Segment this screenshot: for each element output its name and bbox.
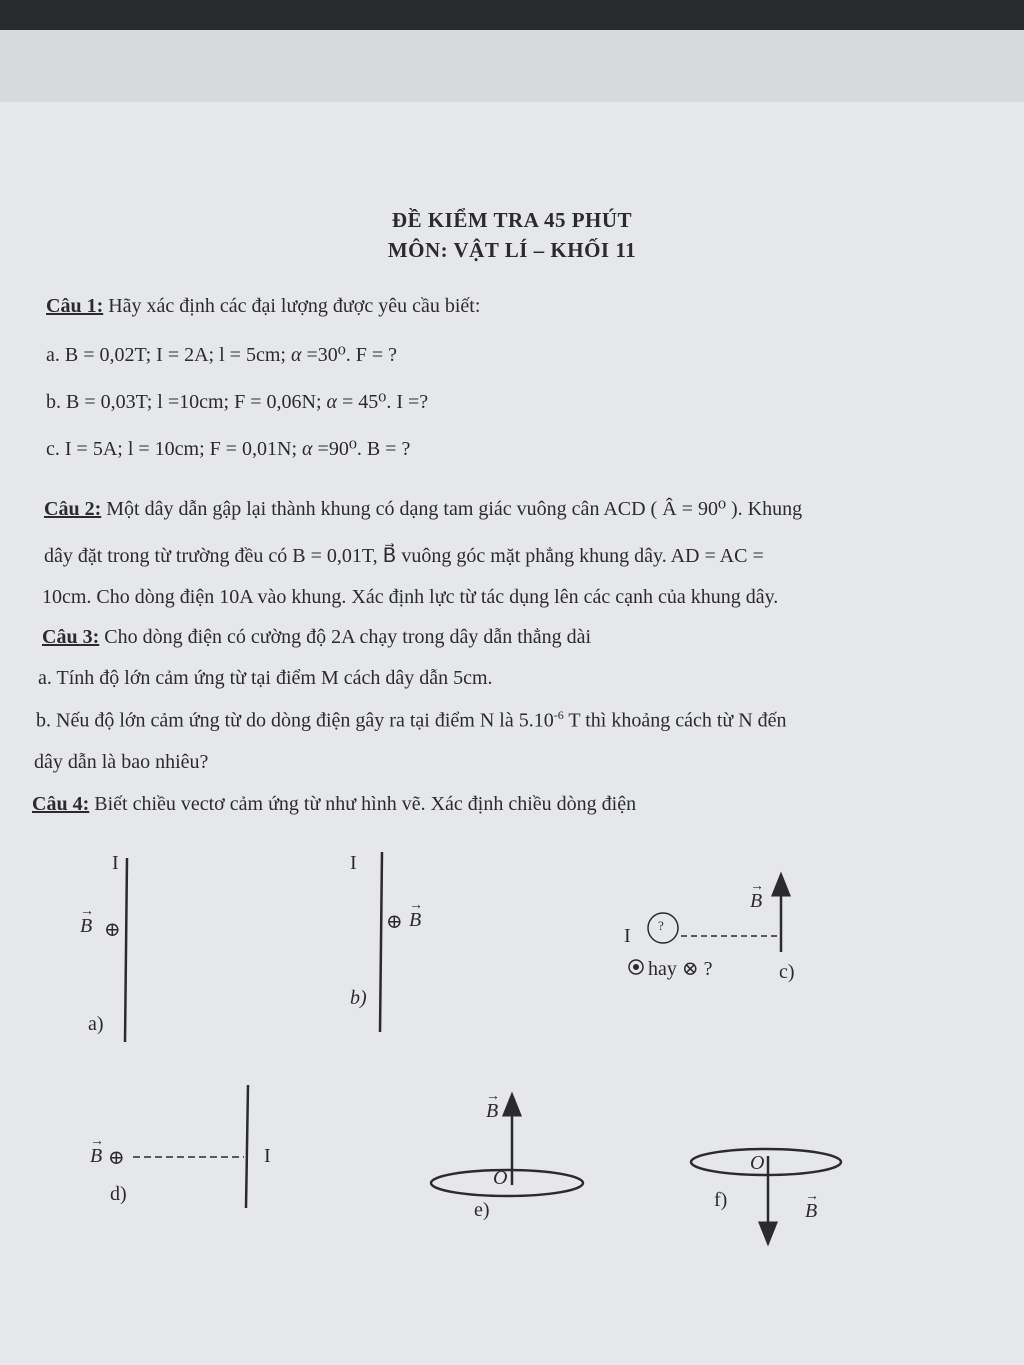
- figure-f-label: f): [714, 1189, 728, 1211]
- figure-f-loop: [691, 1149, 841, 1175]
- question-1b-given: b. B = 0,03T; l =10cm; F = 0,06N;: [46, 391, 327, 413]
- cross-in-icon: ⊕: [108, 1147, 125, 1169]
- question-3a: a. Tính độ lớn cảm ứng từ tại điểm M cách dây dẫn 5cm.: [38, 667, 493, 689]
- vector-arrow-icon: →: [750, 879, 764, 894]
- figure-e-b-label: B: [486, 1100, 499, 1122]
- vector-arrow-icon: →: [80, 904, 94, 919]
- question-3b-text: b. Nếu độ lớn cảm ứng từ do dòng điện gây ra tại điểm N là 5.10: [36, 709, 554, 732]
- figure-d-b-label: B: [90, 1145, 103, 1167]
- question-2-label: Câu 2:: [44, 498, 102, 520]
- question-1b-unknown: = 45⁰. I =?: [337, 391, 429, 413]
- figure-a-wire: [125, 858, 127, 1042]
- cross-in-icon: ⊕: [386, 911, 403, 933]
- figure-a-current-label: I: [112, 852, 119, 874]
- question-3-text: Cho dòng điện có cường độ 2A chạy trong dây dẫn thẳng dài: [99, 626, 592, 648]
- question-2-line3: 10cm. Cho dòng điện 10A vào khung. Xác định lực từ tác dụng lên các cạnh của khung dây.: [42, 586, 779, 608]
- vector-arrow-icon: →: [409, 898, 423, 913]
- figure-a-label: a): [88, 1013, 104, 1035]
- question-1c-given: c. I = 5A; l = 10cm; F = 0,01N;: [46, 438, 303, 460]
- vector-arrow-icon: →: [486, 1089, 500, 1104]
- question-1c-unknown: =90⁰. B = ?: [312, 438, 411, 460]
- exponent: -6: [553, 708, 564, 722]
- figure-e-label: e): [474, 1199, 490, 1221]
- figure-c-question-mark: ?: [658, 918, 664, 933]
- vector-arrow-icon: →: [805, 1189, 819, 1204]
- question-2-line1: Một dây dẫn gập lại thành khung có dạng tam giác vuông cân ACD ( Â = 90⁰ ). Khung: [101, 498, 803, 520]
- question-3b-text-end: T thì khoảng cách từ N đến: [563, 709, 787, 732]
- vector-arrow-icon: →: [90, 1134, 104, 1149]
- figure-c-b-label: B: [750, 890, 763, 912]
- figure-c-current-label: I: [624, 925, 631, 947]
- exam-subtitle: MÔN: VẬT LÍ – KHỐI 11: [387, 238, 637, 262]
- question-2-line2: dây đặt trong từ trường đều có B = 0,01T, B⃗ vuông góc mặt phẳng khung dây. AD = AC =: [44, 545, 764, 567]
- cross-in-icon: ⊕: [104, 919, 121, 941]
- figure-c-label: c): [779, 961, 795, 983]
- question-1-text: Hãy xác định các đại lượng được yêu cầu biết:: [103, 295, 481, 317]
- figure-f-center-label: O: [750, 1152, 765, 1174]
- figure-d-label: d): [110, 1183, 127, 1205]
- figure-f-b-label: B: [805, 1200, 818, 1222]
- figure-d-current-label: I: [264, 1145, 271, 1167]
- figure-b-b-label: B: [409, 909, 422, 931]
- exam-title: ĐỀ KIỂM TRA 45 PHÚT: [391, 208, 633, 232]
- question-4-text: Biết chiều vectơ cảm ứng từ như hình vẽ. Xác định chiều dòng điện: [89, 793, 637, 815]
- figure-b-label: b): [350, 987, 367, 1009]
- question-3-label: Câu 3:: [42, 626, 100, 648]
- alpha-symbol: α: [326, 391, 338, 413]
- figure-c-option-text: hay ⊗ ?: [648, 958, 713, 980]
- figure-b-wire: [380, 852, 382, 1032]
- question-1a-unknown: =30⁰. F = ?: [301, 344, 398, 366]
- question-1-label: Câu 1:: [46, 295, 104, 317]
- figure-a-b-label: B: [80, 915, 93, 937]
- question-1a-given: a. B = 0,02T; I = 2A; l = 5cm;: [46, 344, 291, 366]
- alpha-symbol: α: [302, 438, 313, 460]
- figure-d-wire: [246, 1085, 248, 1208]
- figure-e-center-label: O: [493, 1167, 508, 1189]
- question-3b-line2: dây dẫn là bao nhiêu?: [34, 751, 209, 773]
- alpha-symbol: α: [290, 344, 302, 366]
- figure-b-current-label: I: [350, 852, 357, 874]
- question-4-label: Câu 4:: [32, 793, 90, 815]
